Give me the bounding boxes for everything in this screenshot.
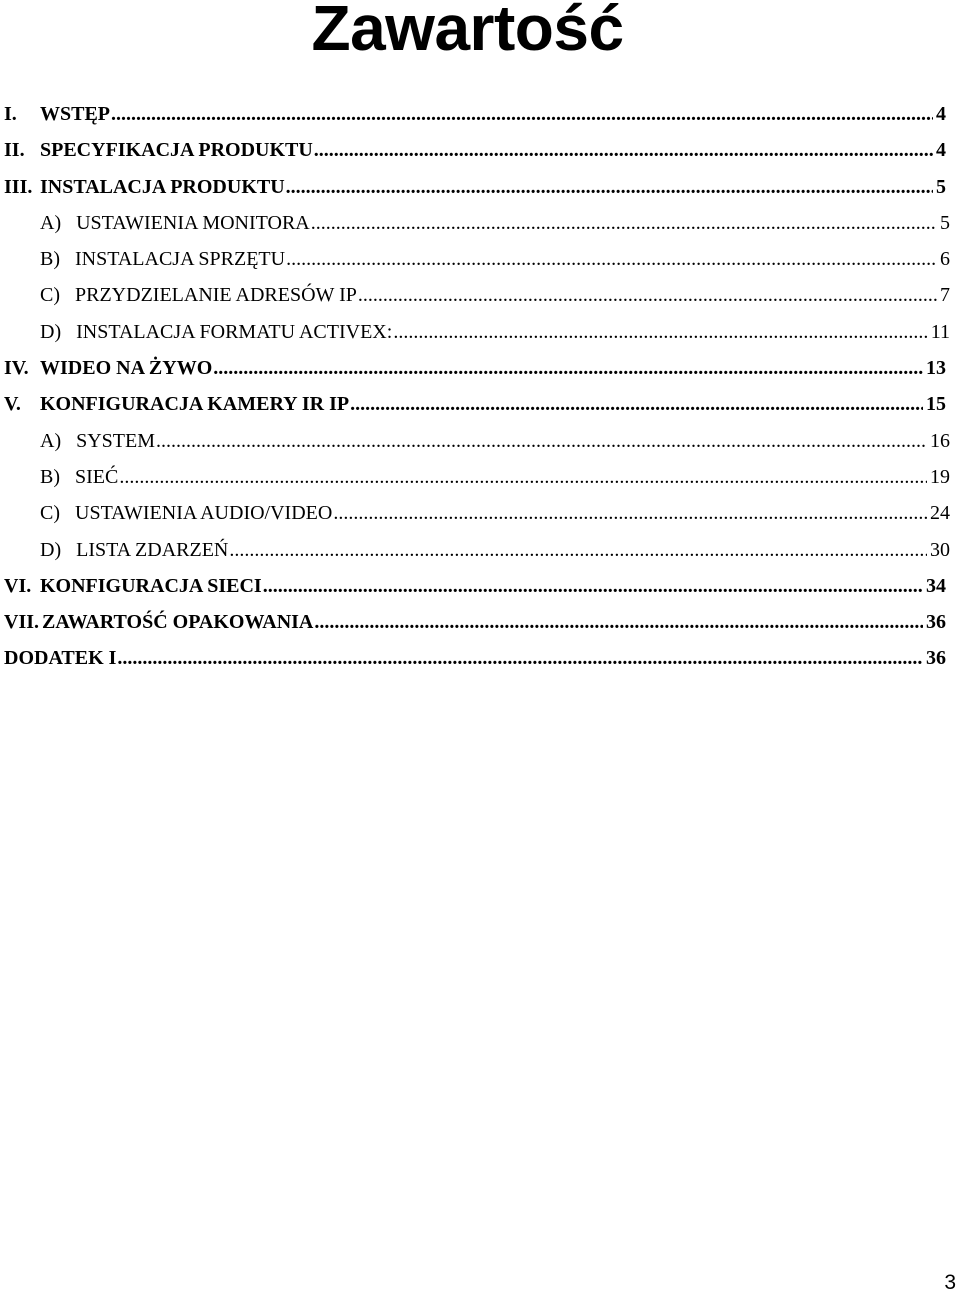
toc-page: 19 bbox=[930, 465, 950, 488]
toc-subentry[interactable] bbox=[0, 241, 960, 277]
toc-number: I. bbox=[4, 103, 17, 125]
toc-page: 24 bbox=[930, 502, 950, 525]
toc-label: C) USTAWIENIA AUDIO/VIDEO bbox=[40, 502, 333, 525]
toc-page: 4 bbox=[936, 139, 946, 162]
toc-label: B) INSTALACJA SPRZĘTU bbox=[40, 248, 286, 271]
toc-label: WIDEO NA ŻYWO bbox=[40, 357, 213, 380]
toc-page: 15 bbox=[926, 393, 946, 416]
toc-number: IV. bbox=[4, 357, 29, 380]
toc-label: A) SYSTEM bbox=[40, 429, 156, 452]
toc-page: 7 bbox=[940, 284, 950, 307]
toc-subentry[interactable] bbox=[0, 459, 960, 495]
toc-subentry[interactable] bbox=[0, 277, 960, 313]
toc-page: 36 bbox=[926, 647, 946, 670]
toc-label: INSTALACJA PRODUKTU bbox=[40, 175, 285, 198]
toc-subentry[interactable] bbox=[0, 314, 960, 350]
toc-number: V. bbox=[4, 393, 21, 416]
toc-label: A) USTAWIENIA MONITORA bbox=[40, 211, 310, 234]
toc-page: 34 bbox=[926, 574, 946, 597]
toc-label: WSTĘP bbox=[40, 103, 111, 125]
page-title: Zawartość bbox=[311, 0, 624, 64]
toc-page: 5 bbox=[936, 175, 946, 198]
toc-entry[interactable] bbox=[0, 604, 960, 640]
toc-number: III. bbox=[4, 175, 33, 198]
toc-page: 36 bbox=[926, 611, 946, 634]
toc-entry[interactable] bbox=[0, 568, 960, 604]
toc-page: 4 bbox=[936, 103, 946, 125]
toc-label: KONFIGURACJA KAMERY IR IP bbox=[40, 393, 350, 416]
toc-label: B) SIEĆ bbox=[40, 465, 119, 488]
table-of-contents bbox=[0, 96, 960, 677]
toc-entry[interactable] bbox=[0, 350, 960, 386]
toc-subentry[interactable] bbox=[0, 532, 960, 568]
toc-label: KONFIGURACJA SIECI bbox=[40, 574, 262, 597]
toc-page: 16 bbox=[930, 429, 950, 452]
toc-subentry[interactable] bbox=[0, 205, 960, 241]
page-number: 3 bbox=[944, 1271, 956, 1294]
toc-entry[interactable] bbox=[0, 386, 960, 422]
toc-number: II. bbox=[4, 139, 25, 162]
toc-page: 11 bbox=[930, 320, 950, 343]
toc-label: SPECYFIKACJA PRODUKTU bbox=[40, 139, 313, 162]
toc-entry[interactable] bbox=[0, 640, 960, 676]
toc-entry[interactable] bbox=[0, 132, 960, 168]
toc-page: 6 bbox=[940, 248, 950, 271]
toc-number: VII. bbox=[4, 611, 40, 634]
toc-entry[interactable] bbox=[0, 96, 960, 132]
toc-page: 5 bbox=[940, 211, 950, 234]
toc-subentry[interactable] bbox=[0, 423, 960, 459]
toc-number: VI. bbox=[4, 574, 32, 597]
toc-subentry[interactable] bbox=[0, 495, 960, 531]
toc-page: 30 bbox=[930, 538, 950, 561]
toc-label: DODATEK I bbox=[4, 647, 117, 670]
toc-label: C) PRZYDZIELANIE ADRESÓW IP bbox=[40, 284, 357, 307]
toc-label: D) LISTA ZDARZEŃ bbox=[40, 538, 229, 561]
toc-entry[interactable] bbox=[0, 169, 960, 205]
toc-page: 13 bbox=[926, 357, 946, 380]
toc-label: D) INSTALACJA FORMATU ACTIVEX: bbox=[40, 320, 393, 343]
toc-label: ZAWARTOŚĆ OPAKOWANIA bbox=[42, 611, 314, 634]
